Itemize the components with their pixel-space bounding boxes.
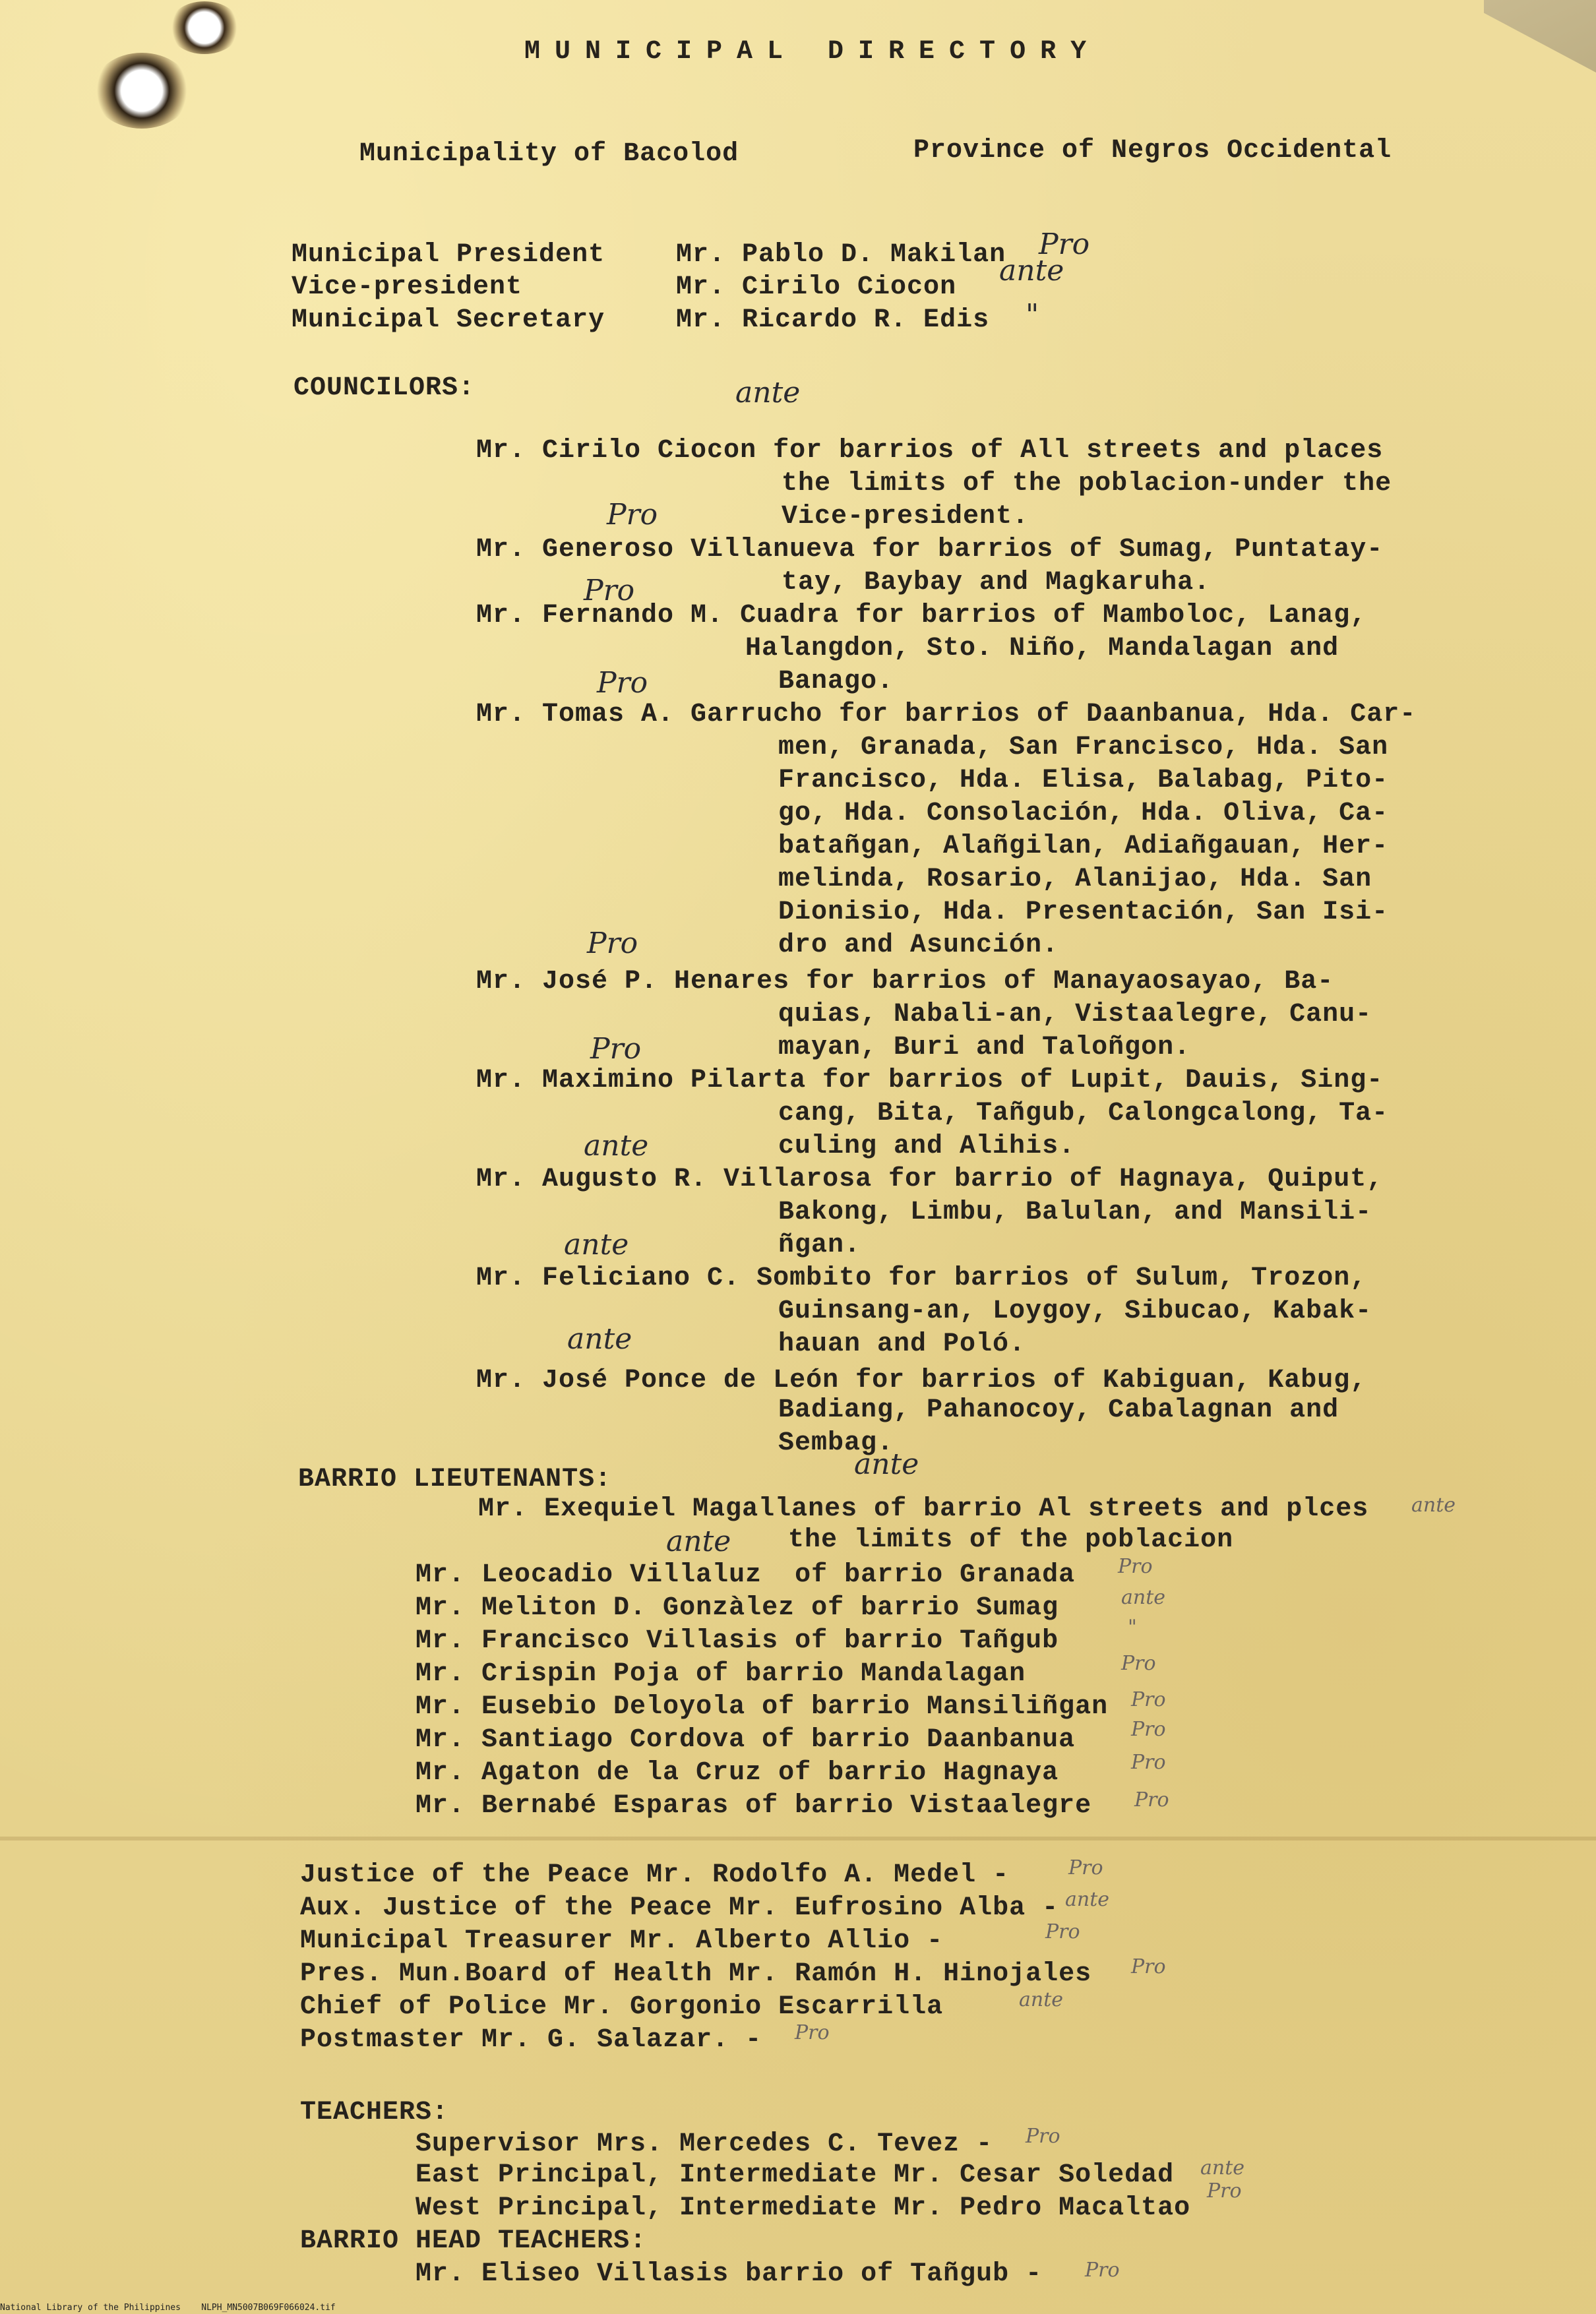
handwritten-note: Pro [1134, 1788, 1169, 1812]
province-label: Province of Negros Occidental [913, 136, 1392, 166]
municipality-label: Municipality of Bacolod [359, 139, 739, 169]
councilor-line: melinda, Rosario, Alanijao, Hda. San [778, 865, 1372, 894]
councilor-line: men, Granada, San Francisco, Hda. San [778, 733, 1389, 762]
councilor-line: Mr. José P. Henares for barrios of Manayaosayao, Ba- [476, 967, 1334, 996]
handwritten-note: Pro [1131, 1751, 1166, 1774]
councilor-line: mayan, Buri and Taloñgon. [778, 1033, 1191, 1062]
councilor-line: the limits of the poblacion-under the [782, 469, 1392, 499]
lieutenant-line: Mr. Leocadio Villaluz of barrio Granada [415, 1560, 1076, 1590]
handwritten-note: Pro [1207, 2179, 1242, 2203]
councilor-line: Dionisio, Hda. Presentación, San Isi- [778, 898, 1389, 927]
official-line: Municipal Treasurer Mr. Alberto Allio - [300, 1926, 944, 1956]
handwritten-note: Pro [1131, 1955, 1166, 1978]
official-name: Mr. Ricardo R. Edis [676, 305, 990, 335]
lieutenant-line: Mr. Santiago Cordova of barrio Daanbanua [415, 1725, 1076, 1755]
teacher-line: West Principal, Intermediate Mr. Pedro Macaltao [415, 2193, 1191, 2223]
handwritten-note: Pro [607, 498, 658, 532]
handwritten-note: ante [735, 376, 801, 410]
official-line: Justice of the Peace Mr. Rodolfo A. Medel - [300, 1860, 1010, 1890]
teacher-line: East Principal, Intermediate Mr. Cesar Soledad [415, 2160, 1175, 2190]
handwritten-note: Pro [795, 2021, 830, 2044]
handwritten-note: ante [567, 1322, 632, 1356]
official-role: Municipal President [292, 240, 605, 270]
councilor-line: Mr. José Ponce de León for barrios of Kabiguan, Kabug, [476, 1366, 1367, 1395]
tape-strip [1484, 0, 1596, 73]
barrio-head-line: Mr. Eliseo Villasis barrio of Tañgub - [415, 2259, 1043, 2289]
councilor-line: Mr. Fernando M. Cuadra for barrios of Mamboloc, Lanag, [476, 601, 1367, 630]
lieutenant-line: the limits of the poblacion [788, 1525, 1234, 1555]
councilor-line: tay, Baybay and Magkaruha. [782, 568, 1211, 597]
councilor-line: Mr. Tomas A. Garrucho for barrios of Daanbanua, Hda. Car- [476, 700, 1417, 729]
official-name: Mr. Cirilo Ciocon [676, 272, 957, 302]
councilor-line: Vice-president. [782, 502, 1029, 532]
fold-crease-1 [0, 1837, 1596, 1841]
handwritten-note: Pro [1131, 1718, 1166, 1741]
handwritten-note: ante [584, 1129, 649, 1163]
councilor-line: culing and Alihis. [778, 1132, 1076, 1161]
councilor-line: Sembag. [778, 1428, 894, 1458]
councilor-line: ñgan. [778, 1231, 861, 1260]
lieutenant-line: Mr. Bernabé Esparas of barrio Vistaalegre [415, 1791, 1092, 1821]
handwritten-note: Pro [1121, 1652, 1156, 1675]
lieutenant-line: Mr. Meliton D. Gonzàlez of barrio Sumag [415, 1593, 1059, 1623]
handwritten-note: " [1128, 1616, 1137, 1639]
councilor-line: batañgan, Alañgilan, Adiañgauan, Her- [778, 832, 1389, 861]
burn-hole-left [92, 53, 191, 129]
lieutenant-line: Mr. Agaton de la Cruz of barrio Hagnaya [415, 1758, 1059, 1788]
councilor-line: Badiang, Pahanocoy, Cabalagnan and [778, 1395, 1339, 1425]
handwritten-note: ante [854, 1447, 919, 1481]
councilor-line: Mr. Maximino Pilarta for barrios of Lupit, Dauis, Sing- [476, 1066, 1384, 1095]
page-title: MUNICIPAL DIRECTORY [524, 37, 1101, 67]
official-line: Chief of Police Mr. Gorgonio Escarrilla [300, 1992, 944, 2022]
official-line: Postmaster Mr. G. Salazar. - [300, 2025, 762, 2055]
handwritten-note: Pro [1045, 1920, 1080, 1943]
handwritten-note: Pro [590, 1032, 642, 1066]
burn-hole-top [168, 1, 241, 54]
official-name: Mr. Pablo D. Makilan [676, 240, 1006, 270]
handwritten-note: Pro [1118, 1555, 1153, 1578]
handwritten-note: Pro [1068, 1856, 1103, 1879]
councilor-line: quias, Nabali-an, Vistaalegre, Canu- [778, 1000, 1372, 1029]
councilor-line: Mr. Generoso Villanueva for barrios of Sumag, Puntatay- [476, 535, 1384, 564]
lieutenant-line: Mr. Crispin Poja of barrio Mandalagan [415, 1659, 1026, 1689]
handwritten-note: ante [1065, 1888, 1110, 1911]
councilor-line: Bakong, Limbu, Balulan, and Mansili- [778, 1198, 1372, 1227]
councilors-heading: COUNCILORS: [293, 373, 476, 403]
official-role: Vice-president [292, 272, 523, 302]
handwritten-note: Pro [1039, 228, 1090, 261]
lieutenant-line: Mr. Eusebio Deloyola of barrio Mansiliñgan [415, 1692, 1109, 1722]
handwritten-note: ante [1200, 2156, 1245, 2179]
teachers-heading: TEACHERS: [300, 2098, 449, 2127]
barrio-head-heading: BARRIO HEAD TEACHERS: [300, 2226, 647, 2256]
handwritten-note: ante [1019, 1988, 1064, 2011]
lieutenant-line: Mr. Exequiel Magallanes of barrio Al streets and plces [478, 1494, 1369, 1524]
handwritten-note: ante [666, 1525, 731, 1558]
councilor-line: hauan and Poló. [778, 1329, 1026, 1359]
handwritten-note: Pro [587, 927, 638, 960]
official-line: Aux. Justice of the Peace Mr. Eufrosino Alba - [300, 1893, 1059, 1923]
councilor-line: Mr. Augusto R. Villarosa for barrio of Hagnaya, Quiput, [476, 1165, 1384, 1194]
handwritten-note: ante [564, 1228, 629, 1262]
handwritten-note: ante [1411, 1494, 1456, 1517]
councilor-line: Banago. [778, 667, 894, 696]
lieutenants-heading: BARRIO LIEUTENANTS: [298, 1465, 612, 1494]
handwritten-note: Pro [584, 574, 635, 607]
handwritten-note: " [1026, 298, 1039, 332]
councilor-line: Mr. Cirilo Ciocon for barrios of All streets and places [476, 436, 1384, 466]
councilor-line: Halangdon, Sto. Niño, Mandalagan and [745, 634, 1339, 663]
councilor-line: cang, Bita, Tañgub, Calongcalong, Ta- [778, 1099, 1389, 1128]
handwritten-note: ante [1121, 1586, 1166, 1609]
councilor-line: go, Hda. Consolación, Hda. Oliva, Ca- [778, 799, 1389, 828]
handwritten-note: ante [999, 254, 1064, 288]
official-role: Municipal Secretary [292, 305, 605, 335]
handwritten-note: Pro [1131, 1688, 1166, 1711]
handwritten-note: Pro [1026, 2125, 1060, 2148]
handwritten-note: Pro [597, 666, 648, 700]
councilor-line: Francisco, Hda. Elisa, Balabag, Pito- [778, 766, 1389, 795]
handwritten-note: Pro [1085, 2259, 1120, 2282]
councilor-line: Mr. Feliciano C. Sombito for barrios of Sulum, Trozon, [476, 1264, 1367, 1293]
teacher-line: Supervisor Mrs. Mercedes C. Tevez - [415, 2129, 993, 2159]
scan-footer: National Library of the Philippines NLPH_MN5007B069F066024.tif [0, 2303, 336, 2313]
councilor-line: Guinsang-an, Loygoy, Sibucao, Kabak- [778, 1296, 1372, 1326]
official-line: Pres. Mun.Board of Health Mr. Ramón H. Hinojales [300, 1959, 1092, 1989]
lieutenant-line: Mr. Francisco Villasis of barrio Tañgub [415, 1626, 1059, 1656]
councilor-line: dro and Asunción. [778, 930, 1059, 960]
